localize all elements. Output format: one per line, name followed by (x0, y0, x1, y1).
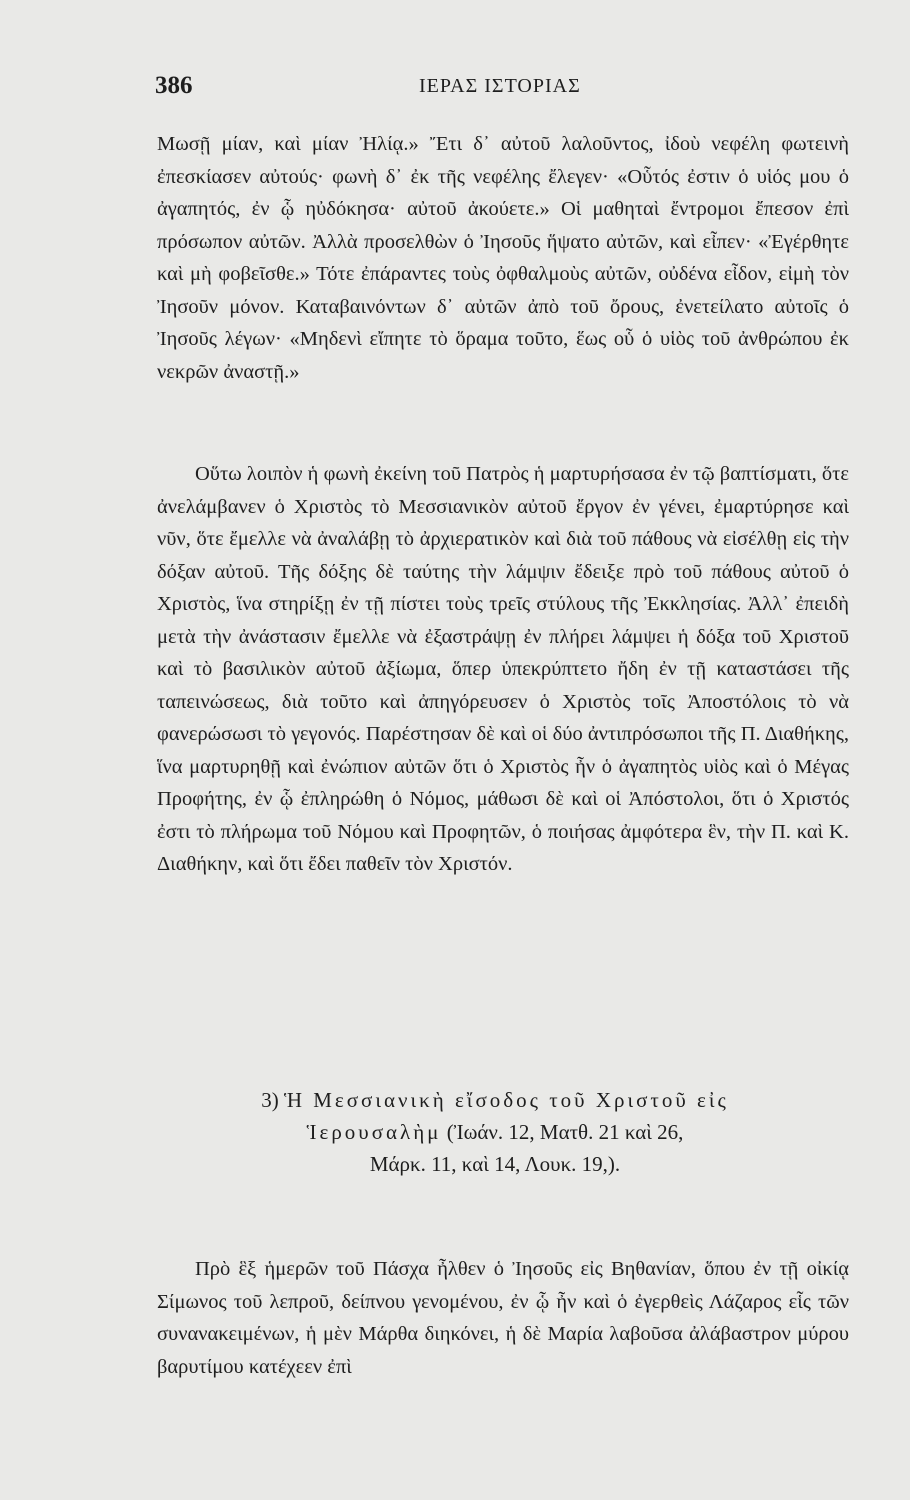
section-paragraph-block (157, 1253, 849, 1383)
paragraph: Οὕτω λοιπὸν ἡ φωνὴ ἐκείνη τοῦ Πατρὸς ἡ μαρτυρήσασα ἐν τῷ βαπτίσματι, ὅτε ἀνελάμβανεν ὁ Χριστὸς τὸ Μεσσιανικὸν αὐτοῦ ἔργον ἐν γένει, ἐμαρτύρησε καὶ νῦν, ὅτε ἔμελλε νὰ ἀναλάβῃ τὸ ἀρχιερατικὸν καὶ διὰ τοῦ πάθους νὰ εἰσέλθῃ εἰς τὴν δόξαν αὐτοῦ. Τῆς δόξης δὲ ταύτης τὴν λάμψιν ἔδειξε πρὸ τοῦ πάθους αὐτοῦ ὁ Χριστὸς, ἵνα στηρίξῃ ἐν τῇ πίστει τοὺς τρεῖς στύλους τῆς Ἐκκλησίας. Ἀλλ᾽ ἐπειδὴ μετὰ τὴν ἀνάστασιν ἔμελλε νὰ ἐξαστράψῃ ἐν πλήρει λάμψει ἡ δόξα τοῦ Χριστοῦ καὶ τὸ βασιλικὸν αὐτοῦ ἀξίωμα, ὅπερ ὑπεκρύπτετο ἤδη ἐν τῇ καταστάσει τῆς ταπεινώσεως, διὰ τοῦτο καὶ ἀπηγόρευσεν ὁ Χριστὸς τοῖς Ἀποστόλοις τὸ νὰ φανερώσωσι τὸ γεγονός. Παρέστησαν δὲ καὶ οἱ δύο ἀντιπρόσωποι τῆς Π. Διαθήκης, ἵνα μαρτυρηθῇ καὶ ἐνώπιον αὐτῶν ὅτι ὁ Χριστὸς ἦν ὁ ἀγαπητὸς υἱὸς καὶ ὁ Μέγας Προφήτης, ἐν ᾧ ἐπληρώθη ὁ Νόμος, μάθωσι δὲ καὶ οἱ Ἀπόστολοι, ὅτι ὁ Χριστός ἐστι τὸ πλήρωμα τοῦ Νόμου καὶ Προφητῶν, ὁ ποιήσας ἀμφότερα ἓν, τὴν Π. καὶ Κ. Διαθήκην, καὶ ὅτι ἔδει παθεῖν τὸν Χριστόν. (157, 463, 849, 875)
running-title: ΙΕΡΑΣ ΙΣΤΟΡΙΑΣ (419, 75, 581, 97)
page-number: 386 (155, 72, 193, 99)
commentary-paragraph-block (157, 458, 849, 881)
section-references-1: (Ἰωάν. 12, Ματθ. 21 καὶ 26, (446, 1120, 684, 1144)
paragraph: Πρὸ ἓξ ἡμερῶν τοῦ Πάσχα ἦλθεν ὁ Ἰησοῦς εἰς Βηθανίαν, ὅπου ἐν τῇ οἰκίᾳ Σίμωνος τοῦ λεπροῦ, δείπνου γενομένου, ἐν ᾧ ἦν καὶ ὁ ἐγερθεὶς Λάζαρος εἷς τῶν συνανακειμένων, ἡ μὲν Μάρθα διηκόνει, ἡ δὲ Μαρία λαβοῦσα ἀλάβαστρον μύρου βαρυτίμου κατέχεεν ἐπὶ (157, 1258, 849, 1378)
page-header (155, 72, 845, 104)
section-title: Ἡ Μεσσιανικὴ εἴσοδος τοῦ Χριστοῦ εἰς Ἱερουσαλὴμ (283, 1088, 729, 1144)
paragraph: Μωσῇ μίαν, καὶ μίαν Ἠλίᾳ.» Ἔτι δ᾽ αὐτοῦ λαλοῦντος, ἰδοὺ νεφέλη φωτεινὴ ἐπεσκίασεν αὐτούς· φωνὴ δ᾽ ἐκ τῆς νεφέλης ἔλεγεν· «Οὗτός ἐστιν ὁ υἱός μου ὁ ἀγαπητός, ἐν ᾧ ηὐδόκησα· αὐτοῦ ἀκούετε.» Οἱ μαθηταὶ ἔντρομοι ἔπεσον ἐπὶ πρόσωπον αὐτῶν. Ἀλλὰ προσελθὼν ὁ Ἰησοῦς ἥψατο αὐτῶν, καὶ εἶπεν· «Ἐγέρθητε καὶ μὴ φοβεῖσθε.» Τότε ἐπάραντες τοὺς ὀφθαλμοὺς αὐτῶν, οὐδένα εἶδον, εἰμὴ τὸν Ἰησοῦν μόνον. Καταβαινόντων δ᾽ αὐτῶν ἀπὸ τοῦ ὄρους, ἐνετείλατο αὐτοῖς ὁ Ἰησοῦς λέγων· «Μηδενὶ εἴπητε τὸ ὅραμα τοῦτο, ἕως οὗ ὁ υἱὸς τοῦ ἀνθρώπου ἐκ νεκρῶν ἀναστῇ.» (157, 133, 849, 383)
section-references-2: Μάρκ. 11, καὶ 14, Λουκ. 19,). (369, 1152, 621, 1176)
section-number: 3) (261, 1088, 279, 1112)
section-heading (200, 1084, 790, 1180)
continuation-paragraph-block (157, 128, 849, 388)
section-title-line (200, 1084, 790, 1148)
